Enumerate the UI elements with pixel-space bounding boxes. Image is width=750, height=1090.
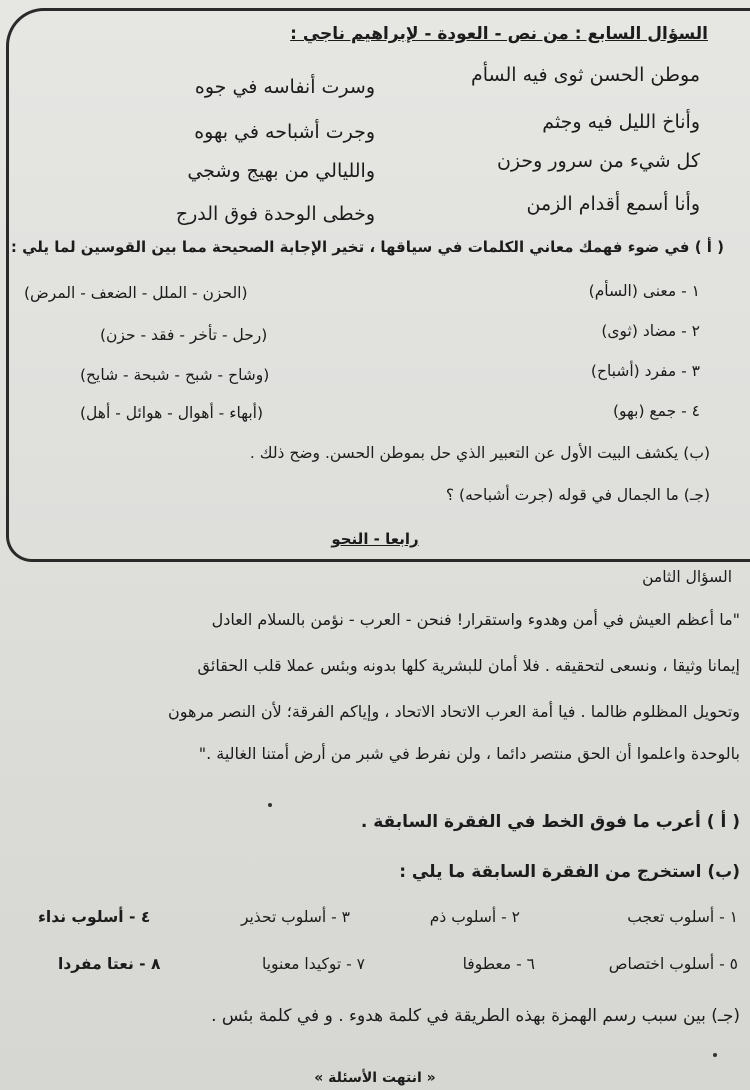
part-b-extract: (ب) استخرج من الفقرة السابقة ما يلي : (399, 862, 740, 882)
vocab-choices: (رحل - تأخر - فقد - حزن) (100, 326, 268, 344)
question-eight-title: السؤال الثامن (642, 568, 732, 586)
extract-item: ٧ - توكيدا معنويا (261, 955, 365, 973)
vocab-item: ١ - معنى (السأم) (588, 282, 700, 300)
speck (268, 803, 272, 807)
paragraph-line: إيمانا وثيقا ، ونسعى لتحقيقه . فلا أمان للبشرية كلها بدونه وبئس عملا قلب الحقائق (197, 656, 740, 675)
part-b-question: (ب) يكشف البيت الأول عن التعبير الذي حل بموطن الحسن. وضح ذلك . (249, 444, 710, 462)
vocab-item: ٢ - مضاد (ثوى) (601, 322, 700, 340)
poem-verse-right: وأنا أسمع أقدام الزمن (526, 193, 700, 215)
poem-verse-right: وأناخ الليل فيه وجثم (542, 111, 700, 133)
vocab-choices: (أبهاء - أهوال - هوائل - أهل) (80, 404, 264, 422)
question-seven-title: السؤال السابع : من نص - العودة - لإبراهيم ناجي : (290, 24, 708, 44)
extract-item: ٦ - معطوفا (462, 955, 535, 973)
paragraph-line: "ما أعظم العيش في أمن وهدوء واستقرار! فنحن - العرب - نؤمن بالسلام العادل (211, 610, 740, 629)
section-title: رابعا - النحو (331, 530, 419, 548)
extract-item: ٣ - أسلوب تحذير (240, 908, 350, 926)
speck (713, 1053, 717, 1057)
vocab-choices: (وشاح - شبح - شبحة - شايح) (80, 366, 270, 384)
extract-item: ٤ - أسلوب نداء (38, 908, 151, 926)
vocab-item: ٤ - جمع (بهو) (612, 402, 700, 420)
vocab-item: ٣ - مفرد (أشباح) (590, 362, 700, 380)
extract-item: ٨ - نعتا مفردا (58, 955, 161, 973)
poem-verse-left: وسرت أنفاسه في جوه (194, 76, 375, 98)
part-c-question: (جـ) ما الجمال في قوله (جرت أشباحه) ؟ (445, 486, 710, 504)
poem-verse-right: كل شيء من سرور وحزن (496, 150, 700, 172)
part-c-hamza: (جـ) بين سبب رسم الهمزة بهذه الطريقة في كلمة هدوء . و في كلمة بئس . (211, 1006, 740, 1026)
end-of-questions: « انتهت الأسئلة » (314, 1070, 436, 1086)
poem-verse-right: موطن الحسن ثوى فيه السأم (470, 64, 700, 86)
poem-verse-left: وجرت أشباحه في بهوه (194, 121, 375, 143)
poem-verse-left: وخطى الوحدة فوق الدرج (175, 203, 375, 225)
extract-item: ١ - أسلوب تعجب (627, 908, 738, 926)
extract-item: ٢ - أسلوب ذم (429, 908, 520, 926)
paragraph-line: بالوحدة واعلموا أن الحق منتصر دائما ، ولن نفرط في شبر من أرض أمتنا الغالية ." (198, 744, 740, 763)
part-a-parse: ( أ ) أعرب ما فوق الخط في الفقرة السابقة . (360, 812, 740, 832)
extract-item: ٥ - أسلوب اختصاص (608, 955, 738, 973)
paragraph-line: وتحويل المظلوم ظالما . فيا أمة العرب الاتحاد الاتحاد ، وإياكم الفرقة؛ لأن النصر مرهون (167, 702, 740, 721)
poem-verse-left: والليالي من بهيج وشجي (187, 160, 375, 182)
part-a-heading: ( أ ) في ضوء فهمك معاني الكلمات في سياقها ، تخير الإجابة الصحيحة مما بين القوسين لما يلي : (10, 238, 724, 256)
vocab-choices: (الحزن - الملل - الضعف - المرض) (24, 284, 248, 302)
